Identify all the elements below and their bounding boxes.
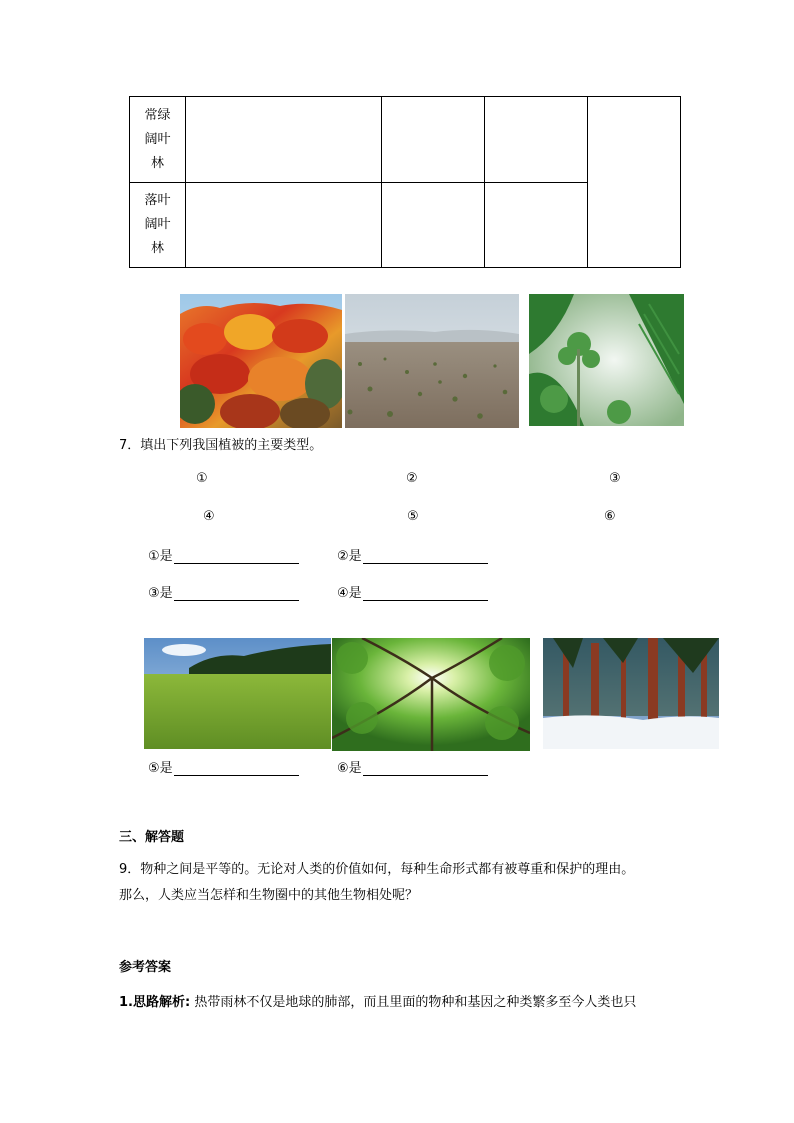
table-cell[interactable] [382, 97, 485, 183]
question-9-text [119, 857, 634, 909]
table-row-header [130, 97, 186, 183]
vegetation-table [129, 96, 681, 268]
table-cell[interactable] [485, 183, 588, 268]
answer-1-label: 1.思路解析: [119, 995, 191, 1010]
canopy-photo [332, 638, 530, 751]
row-label-line: 林 [150, 155, 164, 171]
fill-line[interactable] [174, 586, 299, 601]
table-cell[interactable] [485, 97, 588, 183]
answer-blank-1[interactable] [148, 545, 299, 564]
desert-steppe-photo [345, 294, 519, 428]
coniferous-forest-photo [543, 638, 719, 749]
fill-line[interactable] [363, 549, 488, 564]
table-cell[interactable] [186, 97, 382, 183]
question-9-line: 那么，人类应当怎样和生物圈中的其他生物相处呢？ [119, 888, 419, 903]
marker-5: ⑤ [407, 509, 419, 524]
answer-blank-5[interactable] [148, 757, 299, 776]
fill-line[interactable] [363, 586, 488, 601]
marker-2: ② [406, 471, 418, 486]
row-label-line: 常绿 [144, 107, 171, 123]
row-label-line: 阔叶 [144, 217, 171, 232]
question-7-prompt: 7．填出下列我国植被的主要类型。 [119, 438, 323, 453]
blank-label: ③是 [148, 586, 173, 601]
answer-1 [119, 991, 636, 1010]
row-label-line: 林 [150, 241, 164, 256]
answer-blank-2[interactable] [337, 545, 488, 564]
table-cell-merged[interactable] [588, 97, 681, 268]
blank-label: ⑤是 [148, 761, 173, 776]
answer-1-text: 热带雨林不仅是地球的肺部，而且里面的物种和基因之种类繁多至今人类也只 [190, 995, 637, 1010]
fill-line[interactable] [174, 761, 299, 776]
question-9-line: 9．物种之间是平等的。无论对人类的价值如何，每种生命形式都有被尊重和保护的理由。 [119, 862, 635, 877]
rainforest-photo [529, 294, 684, 426]
answer-blank-6[interactable] [337, 757, 488, 776]
fill-line[interactable] [363, 761, 488, 776]
blank-label: ④是 [337, 586, 362, 601]
answers-heading: 参考答案 [119, 960, 172, 975]
marker-4: ④ [203, 509, 215, 524]
marker-3: ③ [609, 471, 621, 486]
autumn-forest-photo [180, 294, 342, 428]
section-heading: 三、解答题 [119, 830, 185, 845]
fill-line[interactable] [174, 549, 299, 564]
grassland-photo [144, 638, 331, 749]
blank-label: ②是 [337, 549, 362, 564]
table-row-header [130, 183, 186, 268]
blank-label: ⑥是 [337, 761, 362, 776]
table-cell[interactable] [382, 183, 485, 268]
marker-1: ① [196, 471, 208, 486]
answer-blank-3[interactable] [148, 582, 299, 601]
blank-label: ①是 [148, 549, 173, 564]
row-label-line: 阔叶 [144, 131, 171, 147]
row-label-line: 落叶 [144, 193, 171, 208]
table-cell[interactable] [186, 183, 382, 268]
marker-6: ⑥ [604, 509, 616, 524]
answer-blank-4[interactable] [337, 582, 488, 601]
